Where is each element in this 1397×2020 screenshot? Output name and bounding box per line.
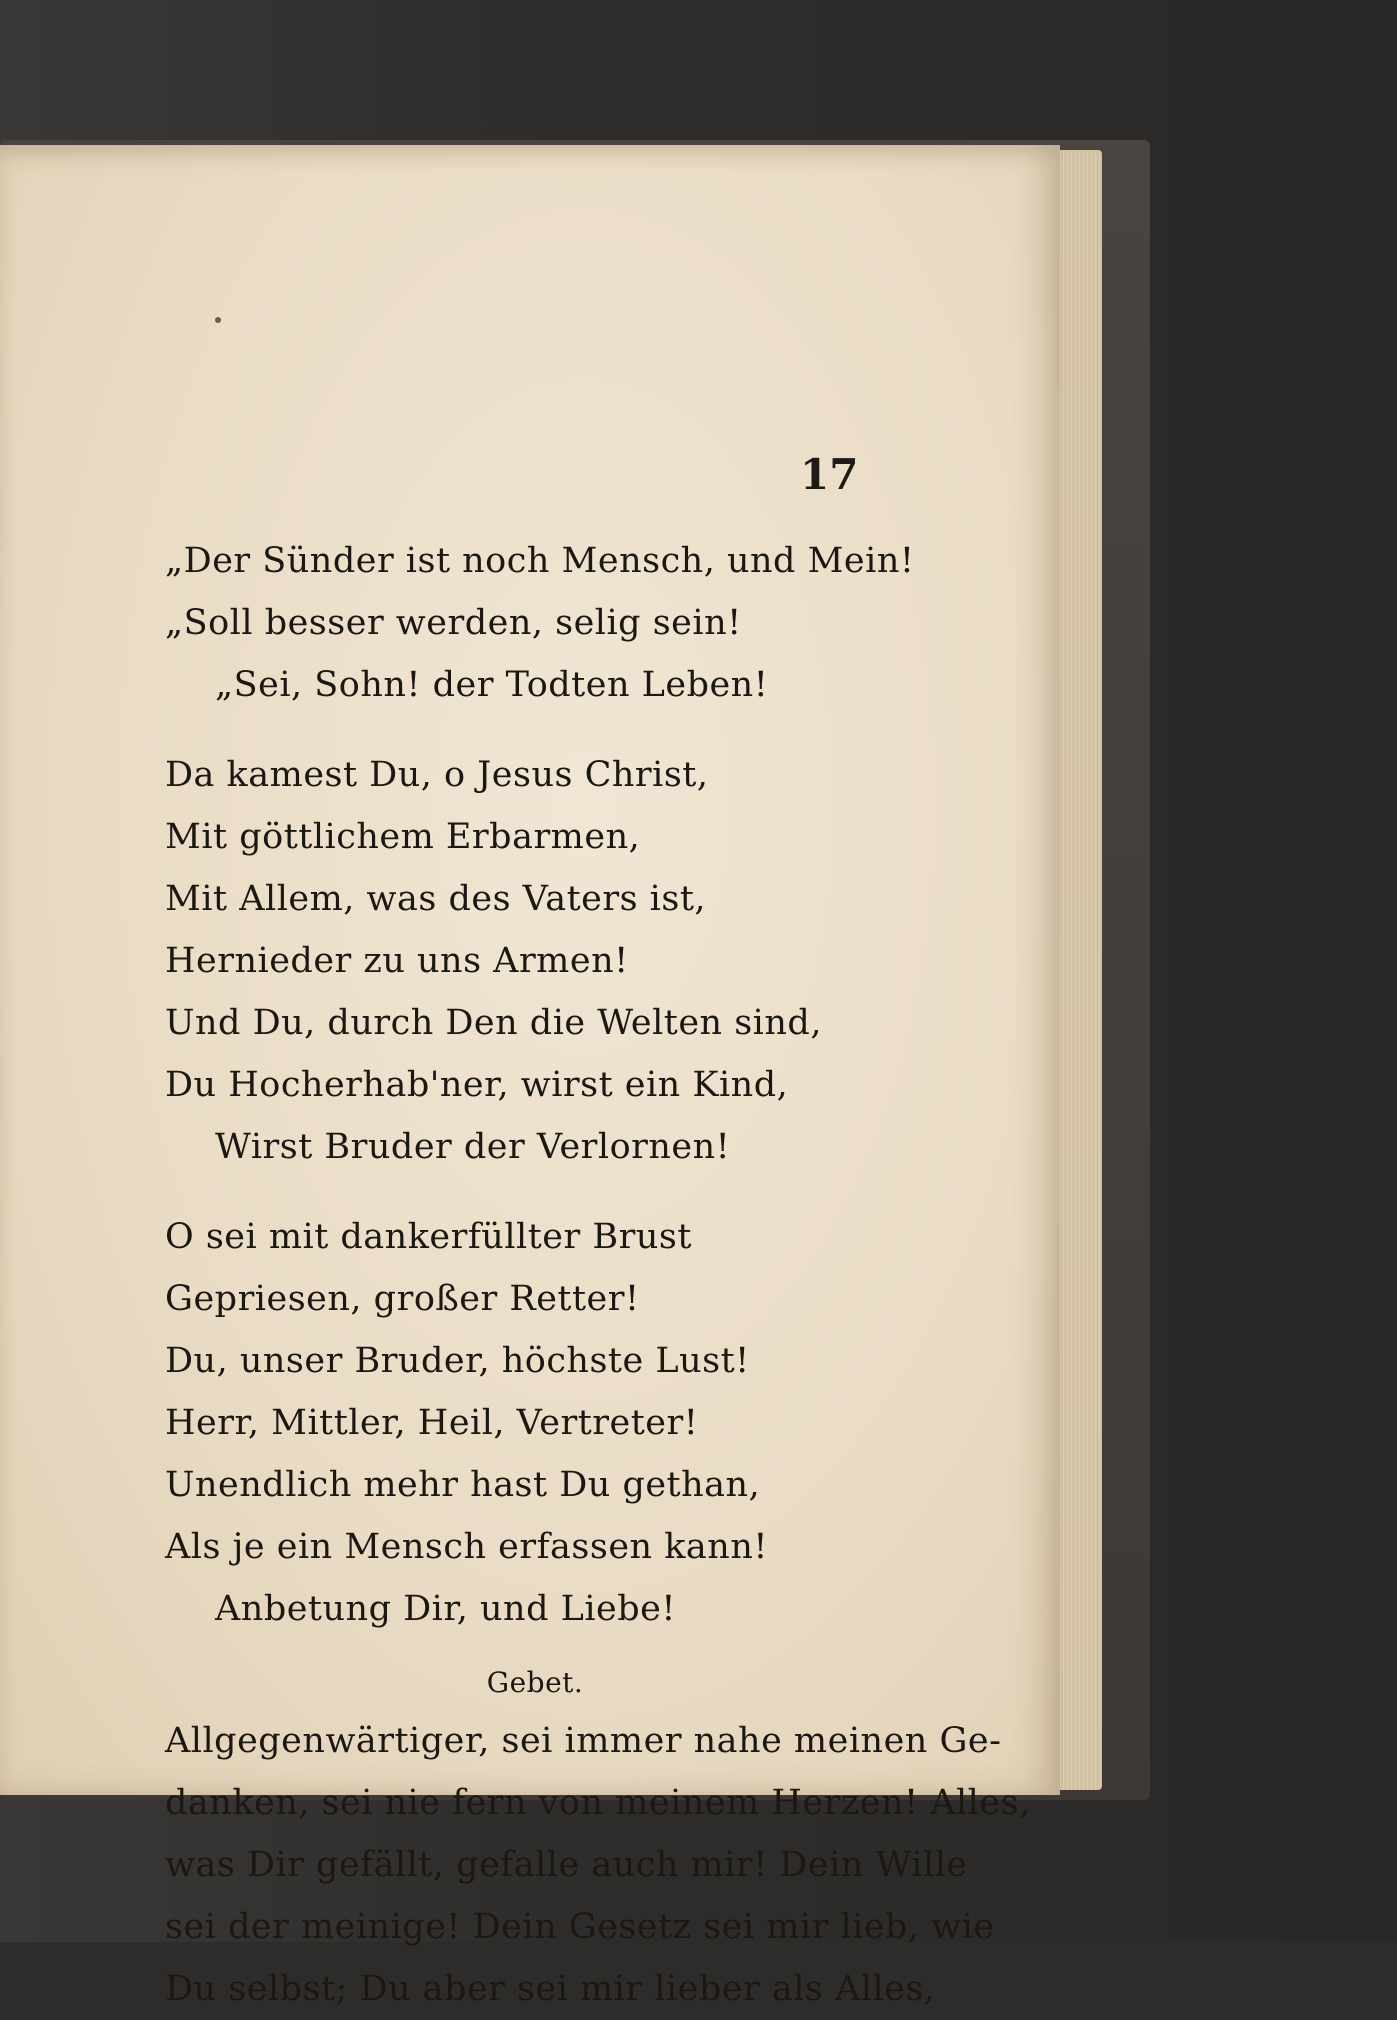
verse-line: Als je ein Mensch erfassen kann! bbox=[165, 1527, 768, 1567]
page-number: 17 bbox=[800, 450, 859, 499]
verse-line: Mit göttlichem Erbarmen, bbox=[165, 817, 641, 857]
verse-line: Da kamest Du, o Jesus Christ, bbox=[165, 755, 709, 795]
verse-line: Und Du, durch Den die Welten sind, bbox=[165, 1003, 822, 1043]
book-page bbox=[0, 145, 1060, 2009]
verse-line: Anbetung Dir, und Liebe! bbox=[215, 1589, 676, 1629]
verse-line: Hernieder zu uns Armen! bbox=[165, 941, 629, 981]
prayer-paragraph bbox=[165, 1710, 1031, 2020]
verse-line: Herr, Mittler, Heil, Vertreter! bbox=[165, 1403, 699, 1443]
verse-line: Mit Allem, was des Vaters ist, bbox=[165, 879, 707, 919]
verse-line: Wirst Bruder der Verlornen! bbox=[215, 1127, 731, 1167]
prose-line: Allgegenwärtiger, sei immer nahe meinen Ge- bbox=[165, 1721, 1002, 1761]
prose-line: Du selbst; Du aber sei mir lieber als Alles, bbox=[165, 1969, 936, 2009]
verse-line: O sei mit dankerfüllter Brust bbox=[165, 1217, 692, 1257]
prose-line: danken, sei nie fern von meinem Herzen! Alles, bbox=[165, 1783, 1031, 1823]
verse-line: Unendlich mehr hast Du gethan, bbox=[165, 1465, 761, 1505]
verse-line: „Der Sünder ist noch Mensch, und Mein! bbox=[165, 541, 915, 581]
page-text bbox=[165, 530, 1031, 2020]
prose-line: sei der meinige! Dein Gesetz sei mir lieb, wie bbox=[165, 1907, 995, 1947]
verse-line: „Soll besser werden, selig sein! bbox=[165, 603, 742, 643]
verse-line: Du, unser Bruder, höchste Lust! bbox=[165, 1341, 750, 1381]
verse-line: „Sei, Sohn! der Todten Leben! bbox=[215, 665, 769, 705]
stanza-2 bbox=[165, 744, 885, 1178]
verse-line: Gepriesen, großer Retter! bbox=[165, 1279, 640, 1319]
stanza-3 bbox=[165, 1206, 885, 1640]
prose-line: was Dir gefällt, gefalle auch mir! Dein Wille bbox=[165, 1845, 968, 1885]
ink-speck bbox=[215, 317, 221, 323]
stanza-1 bbox=[165, 530, 915, 716]
section-heading: Gebet. bbox=[486, 1666, 584, 1699]
verse-line: Du Hocherhab'ner, wirst ein Kind, bbox=[165, 1065, 789, 1105]
